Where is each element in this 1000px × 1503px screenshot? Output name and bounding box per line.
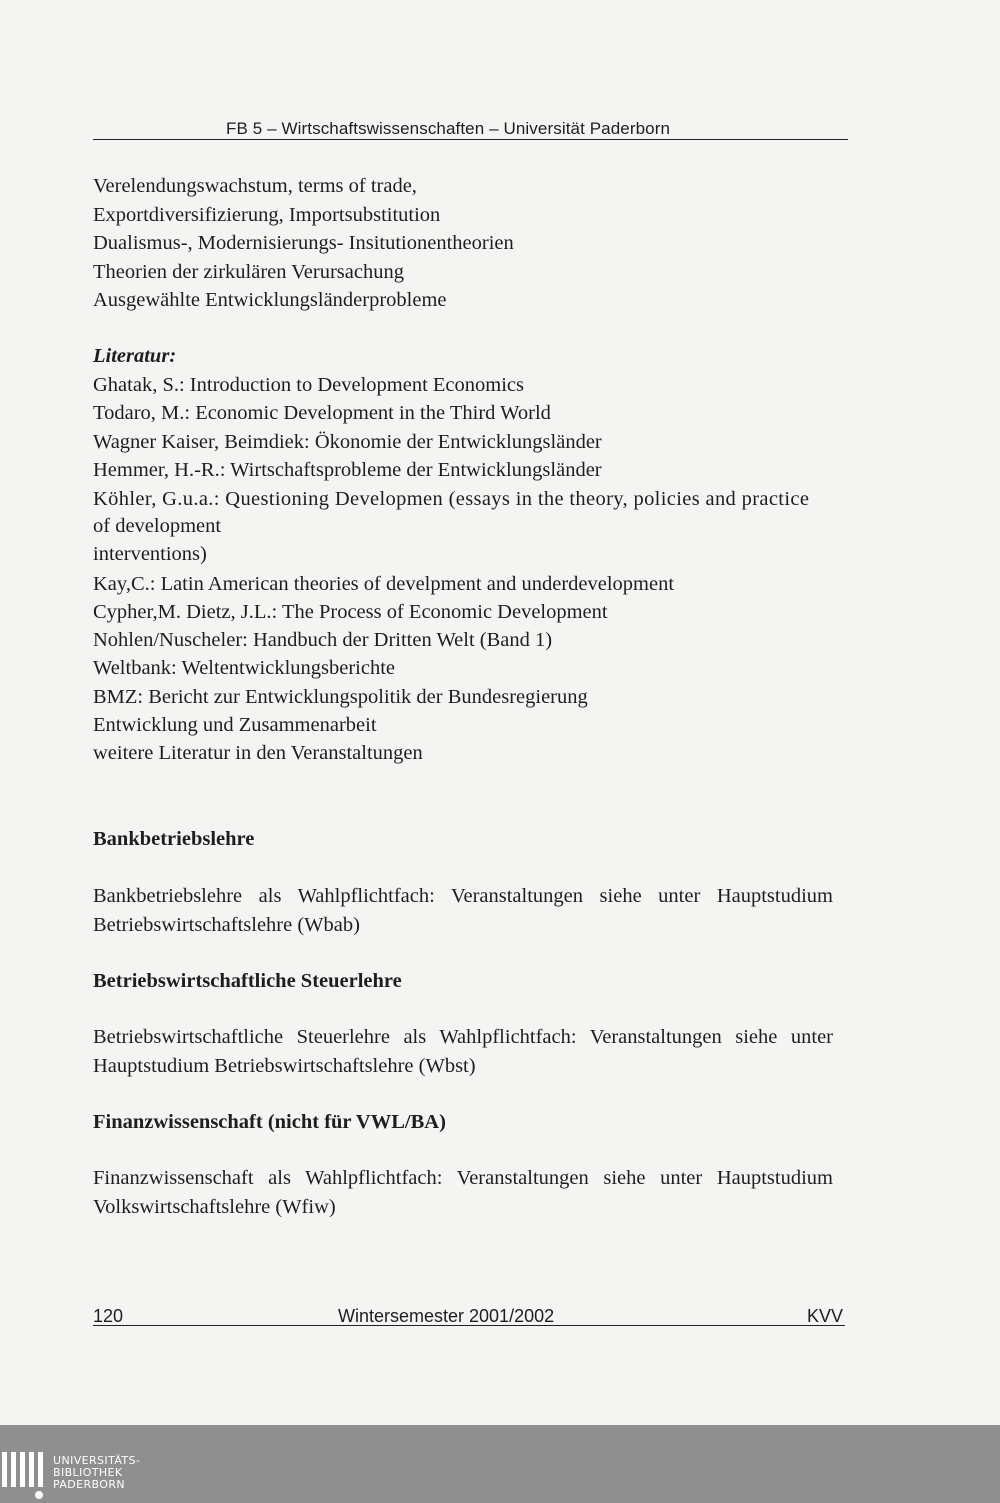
section-heading-steuerlehre: Betriebswirtschaftliche Steuerlehre [93,970,402,992]
library-logo-text [53,1455,140,1491]
page-number: 120 [93,1306,124,1326]
literature-item: of development [93,515,222,537]
literature-item: Köhler, G.u.a.: Questioning Developmen (essays in the theory, policies and practice [93,488,810,510]
topic-item: Exportdiversifizierung, Importsubstitution [93,204,441,226]
literature-item: Entwicklung und Zusammenarbeit [93,714,377,736]
literature-item: Todaro, M.: Economic Development in the Third World [93,402,551,424]
literature-item: Nohlen/Nuscheler: Handbuch der Dritten Welt (Band 1) [93,629,553,651]
literature-item: Cypher,M. Dietz, J.L.: The Process of Economic Development [93,601,608,623]
literature-item: weitere Literatur in den Veranstaltungen [93,742,423,764]
literature-title: Literatur: [93,345,177,367]
library-banner [0,1425,1000,1503]
literature-item: Ghatak, S.: Introduction to Development Economics [93,374,524,396]
literature-item: Weltbank: Weltentwicklungsberichte [93,657,396,679]
literature-item: BMZ: Bericht zur Entwicklungspolitik der Bundesregierung [93,686,588,708]
catalog-code: KVV [806,1306,843,1326]
literature-item: interventions) [93,543,207,565]
section-heading-bankbetriebslehre: Bankbetriebslehre [93,828,255,850]
topic-item: Ausgewählte Entwicklungsländerprobleme [93,289,447,311]
section-text-finanzwissenschaft: Finanzwissenschaft als Wahlpflichtfach: Veranstaltungen siehe unter Hauptstudium Volkswirtschaftslehre (Wfiw) [93,1167,833,1218]
section-heading-finanzwissenschaft: Finanzwissenschaft (nicht für VWL/BA) [93,1111,446,1133]
topic-item: Dualismus-, Modernisierungs- Insitutionentheorien [93,232,514,254]
section-text-bankbetriebslehre: Bankbetriebslehre als Wahlpflichtfach: Veranstaltungen siehe unter Hauptstudium Betriebswirtschaftslehre (Wbab) [93,885,833,936]
semester-label: Wintersemester 2001/2002 [338,1306,555,1326]
library-logo-line1: UNIVERSITÄTS- [53,1454,141,1467]
library-logo-dot [35,1491,43,1499]
literature-item: Hemmer, H.-R.: Wirtschaftsprobleme der Entwicklungsländer [93,459,602,481]
literature-item: Wagner Kaiser, Beimdiek: Ökonomie der Entwicklungsländer [93,431,602,453]
header-rule [93,139,848,140]
topic-item: Theorien der zirkulären Verursachung [93,261,404,283]
footer-rule [93,1325,845,1326]
header-text: FB 5 – Wirtschaftswissenschaften – Universität Paderborn [226,119,671,138]
topic-item: Verelendungswachstum, terms of trade, [93,175,417,197]
library-logo-line2: BIBLIOTHEK [53,1466,123,1479]
library-logo-line3: PADERBORN [53,1478,126,1491]
literature-item: Kay,C.: Latin American theories of develpment and underdevelopment [93,573,675,595]
section-text-steuerlehre: Betriebswirtschaftliche Steuerlehre als Wahlpflichtfach: Veranstaltungen siehe unter Hauptstudium Betriebswirtschaftslehre (Wbst) [93,1026,833,1077]
